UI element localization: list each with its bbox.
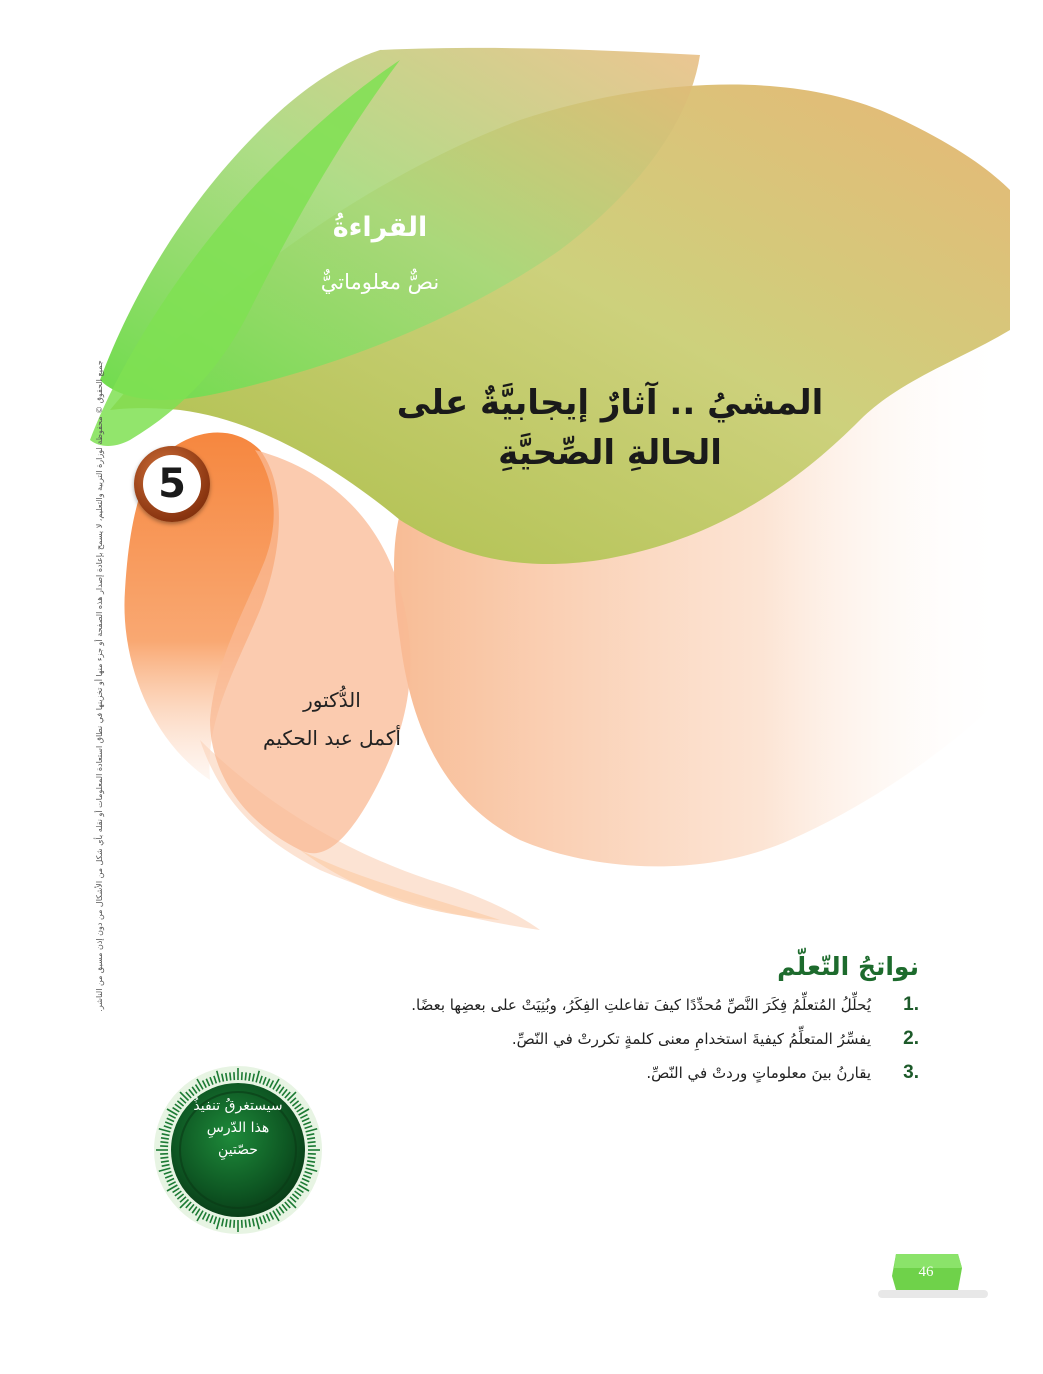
list-item-number: 2. bbox=[903, 1028, 919, 1049]
duration-line3: حصّتينِ bbox=[218, 1142, 258, 1158]
list-item-number: 1. bbox=[903, 994, 919, 1015]
outcomes-heading: نواتجُ التّعلّم bbox=[777, 952, 919, 981]
lesson-title bbox=[380, 378, 840, 478]
lesson-number-badge bbox=[134, 446, 210, 522]
duration-line2: هذا الدّرسِ bbox=[206, 1120, 270, 1136]
lesson-duration-text bbox=[173, 1095, 303, 1161]
list-item-text: يقارنُ بينَ معلوماتٍ وردتْ في النّصِّ. bbox=[646, 1064, 871, 1082]
lesson-duration-badge bbox=[153, 1065, 323, 1235]
list-item bbox=[339, 994, 919, 1028]
list-item-text: يفسِّرُ المتعلِّمُ كيفيةَ استخدامِ معنى كلمةٍ تكررتْ في النّصِّ. bbox=[511, 1030, 871, 1048]
outcomes-list bbox=[339, 994, 919, 1096]
page-number: 46 bbox=[918, 1263, 934, 1280]
lesson-title-line1: المشيُ .. آثارٌ إيجابيَّةٌ على bbox=[396, 383, 824, 423]
list-item bbox=[339, 1062, 919, 1096]
copyright-notice: جميع الحقوق © محفوظة لوزارة التربية والتعليم، لا يسمح بإعادة إصدار هذه الصفحة أو جزء منها أو تخزينها في نطاق استعادة المعلومات أو نقله بأي شكل من الأشكال من دون إذن مسبق من الناشر. bbox=[95, 360, 104, 1012]
author-name: أكمل عبد الحكيم bbox=[263, 726, 401, 750]
duration-line1: سيستغرقُ تنفيذُ bbox=[193, 1098, 283, 1114]
list-item-text: يُحلِّلُ المُتعلِّمُ فِكَرَ النَّصِّ مُحدِّدًا كيفَ تفاعلتِ الفِكَرُ، وبُنِيَتْ على بعضِها بعضًا. bbox=[411, 996, 871, 1014]
lesson-title-line2: الحالةِ الصِّحيَّةِ bbox=[498, 433, 722, 473]
author-title: الدُّكتور bbox=[303, 688, 361, 712]
list-item bbox=[339, 1028, 919, 1062]
list-item-number: 3. bbox=[903, 1062, 919, 1083]
section-subtitle: نصٌّ معلوماتيٌّ bbox=[320, 270, 440, 294]
lesson-number: 5 bbox=[143, 455, 201, 513]
section-title: القراءةُ bbox=[332, 212, 428, 243]
